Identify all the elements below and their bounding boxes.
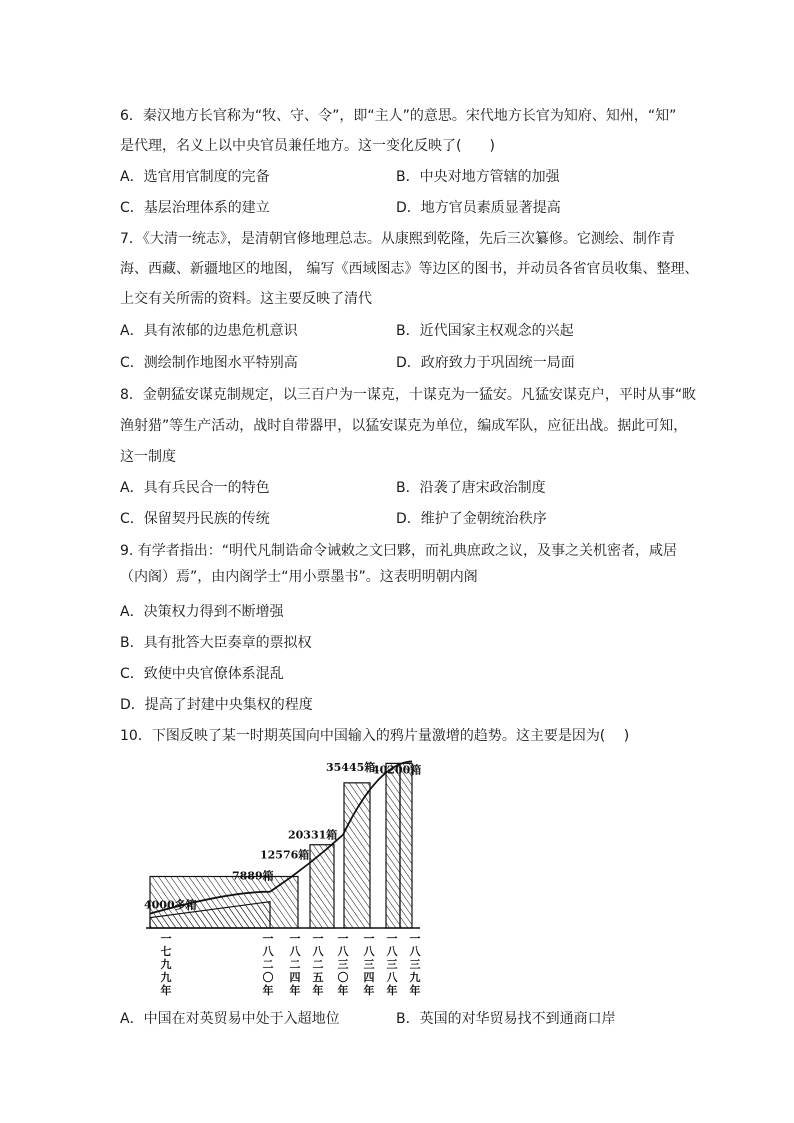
q7-option-a[interactable]: A．具有浓郁的边患危机意识 [120,323,298,339]
q7-option-c[interactable]: C．测绘制作地图水平特别高 [120,355,298,371]
chart-category-label-7: 一八三八年 [386,932,398,997]
q7-stem-line-3: 上交有关所需的资料。这主要反映了清代 [120,291,372,307]
chart-value-label-6: 40200箱 [372,763,422,777]
chart-bar-4 [386,763,400,928]
chart-value-label-5: 35445箱 [326,760,376,774]
chart-value-label-2: 7889箱 [232,869,274,883]
q8-stem-line-2: 渔射猎”等生产活动，战时自带器甲，以猛安谋克为单位，编成军队，应征出战。据此可知， [120,418,688,434]
q9-option-c[interactable]: C．致使中央官僚体系混乱 [120,666,284,682]
chart-category-label-4: 一八二五年 [312,932,324,997]
chart-category-label-8: 一八三九年 [409,932,421,997]
q9-option-a[interactable]: A．决策权力得到不断增强 [120,604,284,620]
q8-option-a[interactable]: A．具有兵民合一的特色 [120,480,270,496]
chart-bar-2 [310,845,334,928]
q7-option-d[interactable]: D．政府致力于巩固统一局面 [396,355,575,371]
q7-stem-line-2: 海、西藏、新疆地区的地图， 编写《西域图志》等边区的图书，并动员各省官员收集、整理、 [120,261,699,277]
q8-stem-line-1: 8．金朝猛安谋克制规定，以三百户为一谋克，十谋克为一猛安。凡猛安谋克户，平时从事“畋 [120,387,697,403]
q8-option-b[interactable]: B．沿袭了唐宋政治制度 [396,480,546,496]
q6-stem-line-2: 是代理，名义上以中央官员兼任地方。这一变化反映了( ) [120,138,495,154]
chart-bar-3 [344,783,370,928]
q10-option-a[interactable]: A．中国在对英贸易中处于入超地位 [120,1011,340,1027]
q9-option-d[interactable]: D．提高了封建中央集权的程度 [120,697,313,713]
chart-category-label-1: 一七九九年 [160,932,172,997]
q9-option-b[interactable]: B．具有批答大臣奏章的票拟权 [120,635,312,651]
q6-option-a[interactable]: A．选官用官制度的完备 [120,169,270,185]
q10-option-b[interactable]: B．英国的对华贸易找不到通商口岸 [396,1011,616,1027]
chart-value-label-1: 4000多箱 [144,898,197,912]
q8-stem-line-3: 这一制度 [120,449,176,465]
chart-category-label-5: 一八三〇年 [337,932,349,997]
q9-stem-line-2: （内阁）焉”，由内阁学士“用小票墨书”。这表明明朝内阁 [120,569,478,585]
q9-stem-line-1: 9. 有学者指出：“明代凡制诰命令诫敕之文曰夥，而礼典庶政之议，及事之关机密者，咸居 [120,543,678,559]
q10-stem-line-1: 10．下图反映了某一时期英国向中国输入的鸦片量激增的趋势。这主要是因为( ) [120,728,630,744]
q6-stem-line-1: 6．秦汉地方长官称为“牧、守、令”，即“主人”的意思。宋代地方长官为知府、知州，“知” [120,108,677,124]
q8-option-d[interactable]: D．维护了金朝统治秩序 [396,511,547,527]
chart-category-label-2: 一八二〇年 [262,932,274,997]
q6-option-c[interactable]: C．基层治理体系的建立 [120,200,270,216]
opium-import-chart [138,752,448,997]
q6-option-d[interactable]: D．地方官员素质显著提高 [396,200,561,216]
q6-option-b[interactable]: B．中央对地方管辖的加强 [396,169,560,185]
q7-stem-line-1: 7．《大清一统志》，是清朝官修地理总志。从康熙到乾隆，先后三次纂修。它测绘、制作青 [120,231,675,247]
chart-value-label-4: 20331箱 [288,828,338,842]
chart-category-label-6: 一八三四年 [363,932,375,997]
chart-bar-5 [400,763,412,928]
chart-category-label-3: 一八二四年 [289,932,301,997]
q8-option-c[interactable]: C．保留契丹民族的传统 [120,511,270,527]
chart-value-label-3: 12576箱 [260,848,310,862]
q7-option-b[interactable]: B．近代国家主权观念的兴起 [396,323,574,339]
